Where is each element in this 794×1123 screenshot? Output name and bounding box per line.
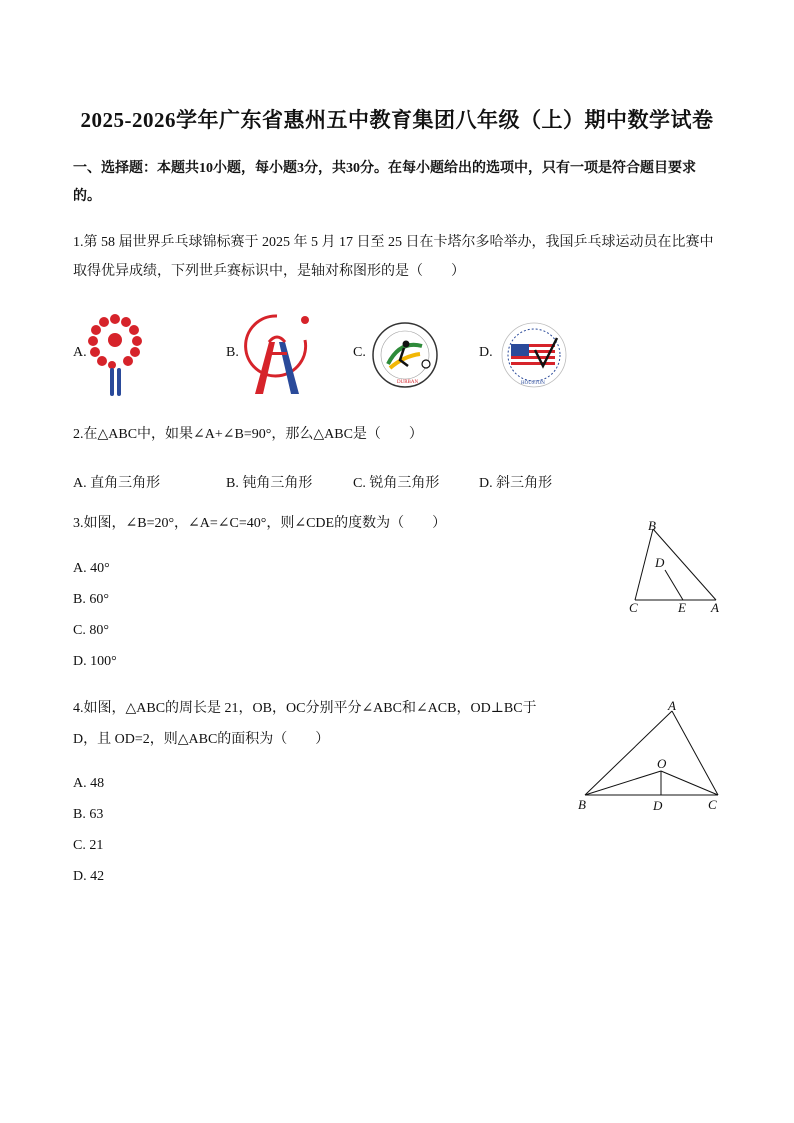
q4-option-b: B. 63 — [73, 807, 104, 822]
q1-stem-line2: 取得优异成绩，下列世乒赛标识中，是轴对称图形的是（ ） — [73, 264, 465, 279]
q2-option-a: A. 直角三角形 — [73, 476, 161, 491]
q1-stem-line1: 1.第 58 届世界乒乓球锦标赛于 2025 年 5 月 17 日至 25 日在卡塔尔多哈举办，我国乒乓球运动员在比赛中 — [73, 235, 714, 250]
q3-stem: 3.如图，∠B=20°，∠A=∠C=40°，则∠CDE的度数为（ ） — [73, 516, 447, 531]
section-instructions-line1: 一、选择题：本题共10小题，每小题3分，共30分。在每小题给出的选项中，只有一项是符合题目要求 — [73, 161, 696, 176]
q3-label-d: D — [655, 555, 665, 570]
q3-option-c: C. 80° — [73, 623, 109, 638]
q1-option-d-label: D. — [479, 345, 493, 360]
q1-option-c-label: C. — [353, 345, 366, 360]
q4-segment-ac — [672, 711, 718, 795]
q3-segment-bc — [635, 529, 653, 600]
q4-figure — [572, 698, 732, 818]
q1-option-a-label: A. — [73, 345, 87, 360]
q4-segment-ab — [585, 711, 672, 795]
q4-label-o: O — [657, 756, 667, 771]
q1-option-b-label: B. — [226, 345, 239, 360]
q4-label-b: B — [578, 797, 586, 812]
q4-segment-oc — [661, 771, 718, 795]
page-title: 2025-2026学年广东省惠州五中教育集团八年级（上）期中数学试卷 — [80, 108, 714, 132]
q4-stem-line1: 4.如图，△ABC的周长是 21，OB，OC分别平分∠ABC和∠ACB，OD⊥BC于 — [73, 701, 537, 716]
q4-label-d: D — [653, 798, 663, 813]
q4-option-c: C. 21 — [73, 838, 104, 853]
logo-b-image — [243, 312, 311, 398]
q2-stem: 2.在△ABC中，如果∠A+∠B=90°，那么△ABC是（ ） — [73, 427, 423, 442]
q3-option-b: B. 60° — [73, 592, 109, 607]
q2-option-c: C. 锐角三角形 — [353, 476, 440, 491]
logo-d-bottom-text: HOUSTON — [521, 381, 545, 386]
q4-label-c: C — [708, 797, 717, 812]
q3-option-a: A. 40° — [73, 561, 110, 576]
q4-option-d: D. 42 — [73, 869, 105, 884]
logo-c-image — [370, 320, 440, 390]
logo-a-image — [85, 312, 145, 398]
q4-stem-line2: D，且 OD=2，则△ABC的面积为（ ） — [73, 732, 330, 747]
logo-d-image — [497, 320, 571, 390]
q2-option-b: B. 钝角三角形 — [226, 476, 313, 491]
q3-label-e: E — [678, 600, 686, 615]
q3-figure — [620, 512, 730, 622]
q3-label-c: C — [629, 600, 638, 615]
q3-label-b: B — [648, 518, 656, 533]
logo-c-bottom-text: DURBAN — [397, 380, 419, 385]
q4-segment-ob — [585, 771, 661, 795]
q3-segment-de — [665, 570, 683, 600]
section-instructions-line2: 的。 — [73, 189, 101, 204]
q2-option-d: D. 斜三角形 — [479, 476, 553, 491]
q4-label-a: A — [668, 698, 676, 713]
q4-option-a: A. 48 — [73, 776, 105, 791]
q3-label-a: A — [711, 600, 719, 615]
q3-option-d: D. 100° — [73, 654, 117, 669]
